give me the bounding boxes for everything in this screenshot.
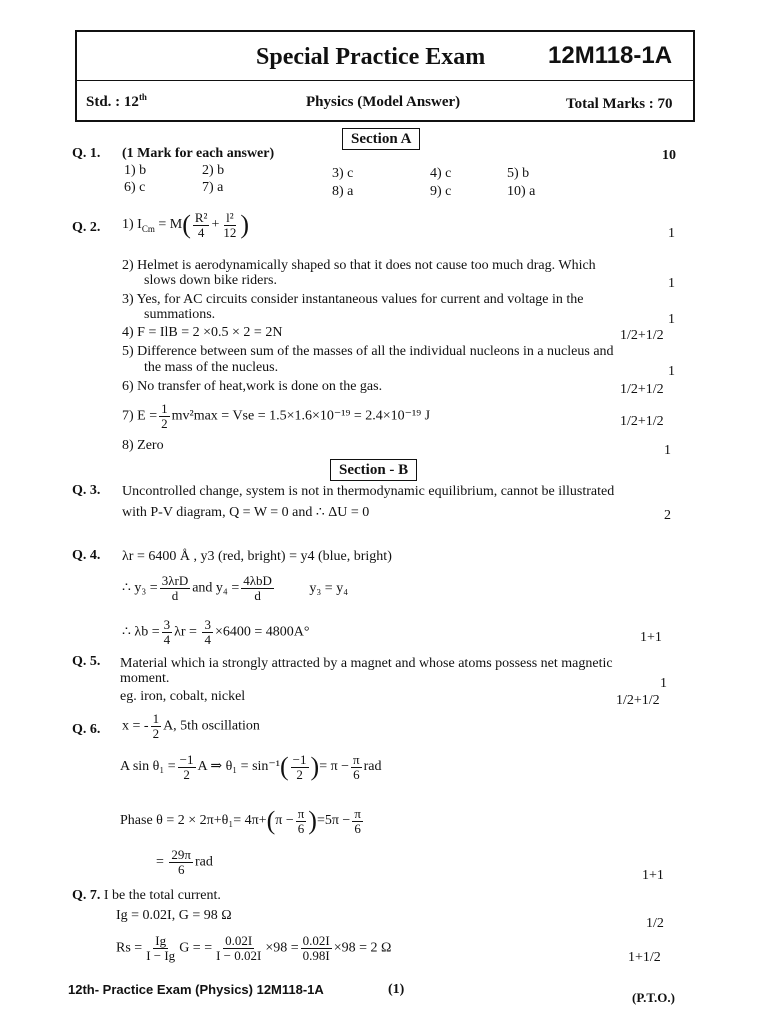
q3-number: Q. 3. bbox=[72, 483, 101, 498]
q4-line-1: λr = 6400 Å , y3 (red, bright) = y4 (blue, bright) bbox=[122, 549, 392, 564]
q2-answer-6: 6) No transfer of heat,work is done on the gas. bbox=[122, 379, 383, 394]
exam-title: Special Practice Exam bbox=[256, 44, 486, 70]
q1-answer: 5) b bbox=[507, 166, 530, 181]
q1-answer: 7) a bbox=[202, 180, 224, 195]
q3-line-2: with P-V diagram, Q = W = 0 and ∴ ΔU = 0 bbox=[122, 505, 370, 520]
q1-answer: 6) c bbox=[124, 180, 146, 195]
q5-marks-1: 1 bbox=[660, 676, 667, 691]
q2-marks-8: 1 bbox=[664, 443, 671, 458]
q1-answer: 1) b bbox=[124, 163, 147, 178]
q6-line-1: x = - $\frac{1}{2}$ A, 5th oscillation bbox=[122, 711, 260, 741]
q5-marks-2: 1/2+1/2 bbox=[616, 693, 660, 708]
exam-code: 12M118-1A bbox=[548, 42, 673, 69]
q3-marks: 2 bbox=[664, 508, 671, 523]
q2-answer-1: 1) $I_{Cm} = M$( $\frac{\text{R²}}{4}$ + $\frac{\text{l²}}{12}$ ) bbox=[122, 209, 250, 240]
q2-marks-2: 1 bbox=[668, 276, 675, 291]
q2-answer-2-cont: slows down bike riders. bbox=[144, 273, 277, 288]
q3-line-1: Uncontrolled change, system is not in thermodynamic equilibrium, cannot be illustrated bbox=[122, 484, 615, 499]
q2-answer-3: 3) Yes, for AC circuits consider instantaneous values for current and voltage in the bbox=[122, 292, 584, 307]
q1-answer: 9) c bbox=[430, 184, 452, 199]
page-number: (1) bbox=[388, 982, 405, 997]
q4-number: Q. 4. bbox=[72, 548, 101, 563]
q6-marks: 1+1 bbox=[642, 868, 664, 883]
q4-line-3: ∴ λb = $\frac{3}{4}$ λr = $\frac{3}{4}$ ×6400 = 4800A° bbox=[122, 617, 310, 647]
q2-answer-8: 8) Zero bbox=[122, 438, 164, 453]
q2-answer-3-cont: summations. bbox=[144, 307, 216, 322]
q2-answer-5: 5) Difference between sum of the masses of all the individual nucleons in a nucleus and bbox=[122, 344, 614, 359]
q1-answer: 4) c bbox=[430, 166, 452, 181]
q2-marks-7: 1/2+1/2 bbox=[620, 414, 664, 429]
q6-line-4: = $\frac{29\pi}{6}$ rad bbox=[156, 847, 213, 877]
q2-answer-7: 7) E = $\frac{1}{2}$ mv²max = Vse = 1.5×1.6×10⁻¹⁹ = 2.4×10⁻¹⁹ J bbox=[122, 401, 431, 431]
q1-answer: 3) c bbox=[332, 166, 354, 181]
q6-number: Q. 6. bbox=[72, 722, 101, 737]
pto-label: (P.T.O.) bbox=[632, 990, 675, 1005]
q5-line-3: eg. iron, cobalt, nickel bbox=[120, 689, 246, 704]
q4-marks: 1+1 bbox=[640, 630, 662, 645]
q2-marks-3: 1 bbox=[668, 312, 675, 327]
q1-answer: 2) b bbox=[202, 163, 225, 178]
q5-number: Q. 5. bbox=[72, 654, 101, 669]
q1-title: (1 Mark for each answer) bbox=[122, 146, 275, 161]
q2-marks-5: 1 bbox=[668, 364, 675, 379]
q5-line-2: moment. bbox=[120, 671, 170, 686]
q7-marks-2: 1+1/2 bbox=[628, 950, 661, 965]
q7-line-3: Rs = $\frac{Ig}{I - Ig}$ G = = $\frac{0.02I}{I - 0.02I}$ ×98 = $\frac{0.02I}{0.98I}$ ×98 = 2 Ω bbox=[116, 933, 392, 963]
q6-line-3: Phase θ = 2 × 2π+θ₁= 4π+(π − $\frac{\pi}{6}$ )=5π − $\frac{\pi}{6}$ bbox=[120, 805, 361, 836]
section-a-heading: Section A bbox=[342, 128, 420, 150]
header-divider bbox=[75, 80, 695, 81]
q1-number: Q. 1. bbox=[72, 146, 101, 161]
std-label: Std. : 12th bbox=[86, 92, 147, 110]
q1-answer: 10) a bbox=[507, 184, 536, 199]
q7-marks-1: 1/2 bbox=[646, 916, 664, 931]
q2-number: Q. 2. bbox=[72, 220, 101, 235]
q7-line-1: Q. 7. I be the total current. bbox=[72, 888, 221, 903]
q6-line-2: A sin θ₁ = $\frac{-1}{2}$ A ⇒ θ₁ = sin⁻¹( $\frac{-1}{2}$ )= π − $\frac{\pi}{6}$ rad bbox=[120, 751, 382, 782]
q5-line-1: Material which ia strongly attracted by a magnet and whose atoms possess net magnetic bbox=[120, 656, 613, 671]
section-b-heading: Section - B bbox=[330, 459, 417, 481]
q2-marks-6: 1/2+1/2 bbox=[620, 382, 664, 397]
total-marks: Total Marks : 70 bbox=[566, 96, 673, 112]
q7-line-2: Ig = 0.02I, G = 98 Ω bbox=[116, 908, 232, 923]
subject-label: Physics (Model Answer) bbox=[306, 94, 461, 110]
q1-answer: 8) a bbox=[332, 184, 354, 199]
q2-answer-2: 2) Helmet is aerodynamically shaped so that it does not cause too much drag. Which bbox=[122, 258, 596, 273]
q1-marks: 10 bbox=[662, 148, 676, 163]
footer-left: 12th- Practice Exam (Physics) 12M118-1A bbox=[68, 982, 324, 997]
q2-marks-4: 1/2+1/2 bbox=[620, 328, 664, 343]
q4-line-2: ∴ y₃ = $\frac{\text{3λrD}}{d}$ and y₄ = $\frac{\text{4λbD}}{d}$ y₃ = y₄ bbox=[122, 573, 349, 603]
q2-answer-4: 4) F = IlB = 2 ×0.5 × 2 = 2N bbox=[122, 325, 283, 340]
q2-answer-5-cont: the mass of the nucleus. bbox=[144, 360, 279, 375]
q2-marks-1: 1 bbox=[668, 226, 675, 241]
